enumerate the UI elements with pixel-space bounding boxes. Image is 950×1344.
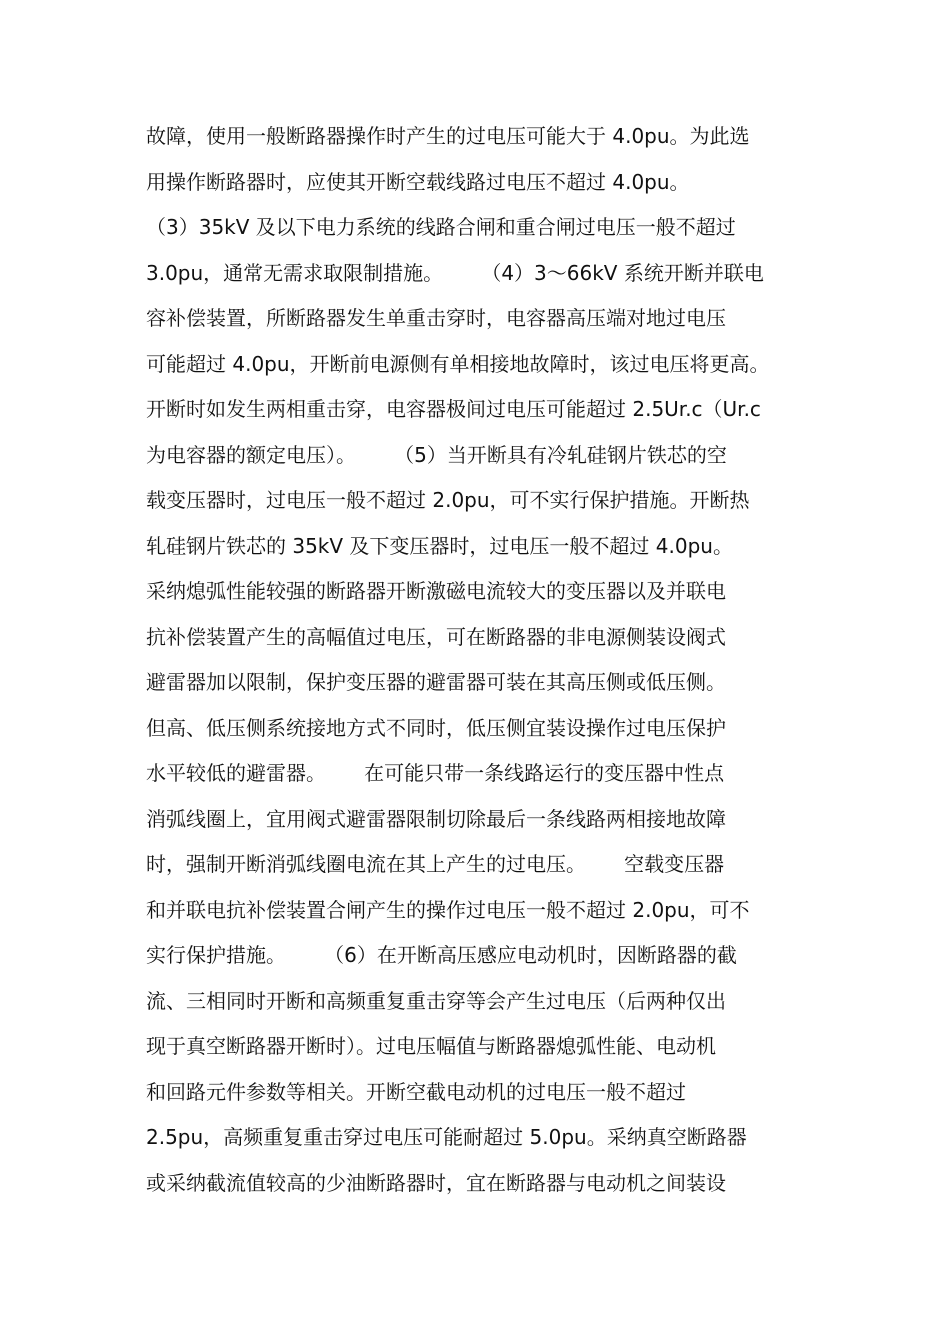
text-line: 流、三相同时开断和高频重复重击穿等会产生过电压（后两种仅出	[146, 988, 726, 1013]
text-line: 和并联电抗补偿装置合闸产生的操作过电压一般不超过 2.0pu，可不	[146, 897, 750, 922]
text-line: 采纳熄弧性能较强的断路器开断激磁电流较大的变压器以及并联电	[146, 579, 726, 603]
text-line: 消弧线圈上，宜用阀式避雷器限制切除最后一条线路两相接地故障	[146, 806, 726, 831]
text-line: 开断时如发生两相重击穿，电容器极间过电压可能超过 2.5Ur.c（Ur.c	[146, 397, 761, 421]
text-line: 避雷器加以限制，保护变压器的避雷器可装在其高压侧或低压侧。	[146, 670, 726, 694]
text-line: 时，强制开断消弧线圈电流在其上产生的过电压。 空载变压器	[146, 852, 725, 876]
text-line: 现于真空断路器开断时）。过电压幅值与断路器熄弧性能、电动机	[146, 1034, 716, 1058]
text-line: 故障，使用一般断路器操作时产生的过电压可能大于 4.0pu。为此选	[146, 124, 750, 148]
text-line: 但高、低压侧系统接地方式不同时，低压侧宜装设操作过电压保护	[146, 715, 726, 740]
text-line: 或采纳截流值较高的少油断路器时，宜在断路器与电动机之间装设	[146, 1170, 726, 1195]
text-line: 和回路元件参数等相关。开断空截电动机的过电压一般不超过	[146, 1079, 686, 1104]
text-line: 实行保护措施。 （6）在开断高压感应电动机时，因断路器的截	[146, 943, 737, 967]
text-line: 2.5pu，高频重复重击穿过电压可能耐超过 5.0pu。采纳真空断路器	[146, 1125, 747, 1149]
text-line: 可能超过 4.0pu，开断前电源侧有单相接地故障时，该过电压将更高。	[146, 351, 770, 376]
text-line: 用操作断路器时，应使其开断空载线路过电压不超过 4.0pu。	[146, 169, 690, 194]
text-line: 抗补偿装置产生的高幅值过电压，可在断路器的非电源侧装设阀式	[146, 624, 726, 649]
body-text	[146, 114, 826, 1206]
text-line: （3）35kV 及以下电力系统的线路合闸和重合闸过电压一般不超过	[146, 215, 736, 239]
text-line: 轧硅钢片铁芯的 35kV 及下变压器时，过电压一般不超过 4.0pu。	[146, 533, 733, 558]
text-line: 为电容器的额定电压）。 （5）当开断具有冷轧硅钢片铁芯的空	[146, 442, 727, 467]
text-line: 3.0pu，通常无需求取限制措施。 （4）3～66kV 系统开断并联电	[146, 260, 764, 285]
text-line: 容补偿装置，所断路器发生单重击穿时，电容器高压端对地过电压	[146, 306, 726, 330]
text-line: 水平较低的避雷器。 在可能只带一条线路运行的变压器中性点	[146, 761, 725, 785]
text-line: 载变压器时，过电压一般不超过 2.0pu，可不实行保护措施。开断热	[146, 488, 750, 512]
